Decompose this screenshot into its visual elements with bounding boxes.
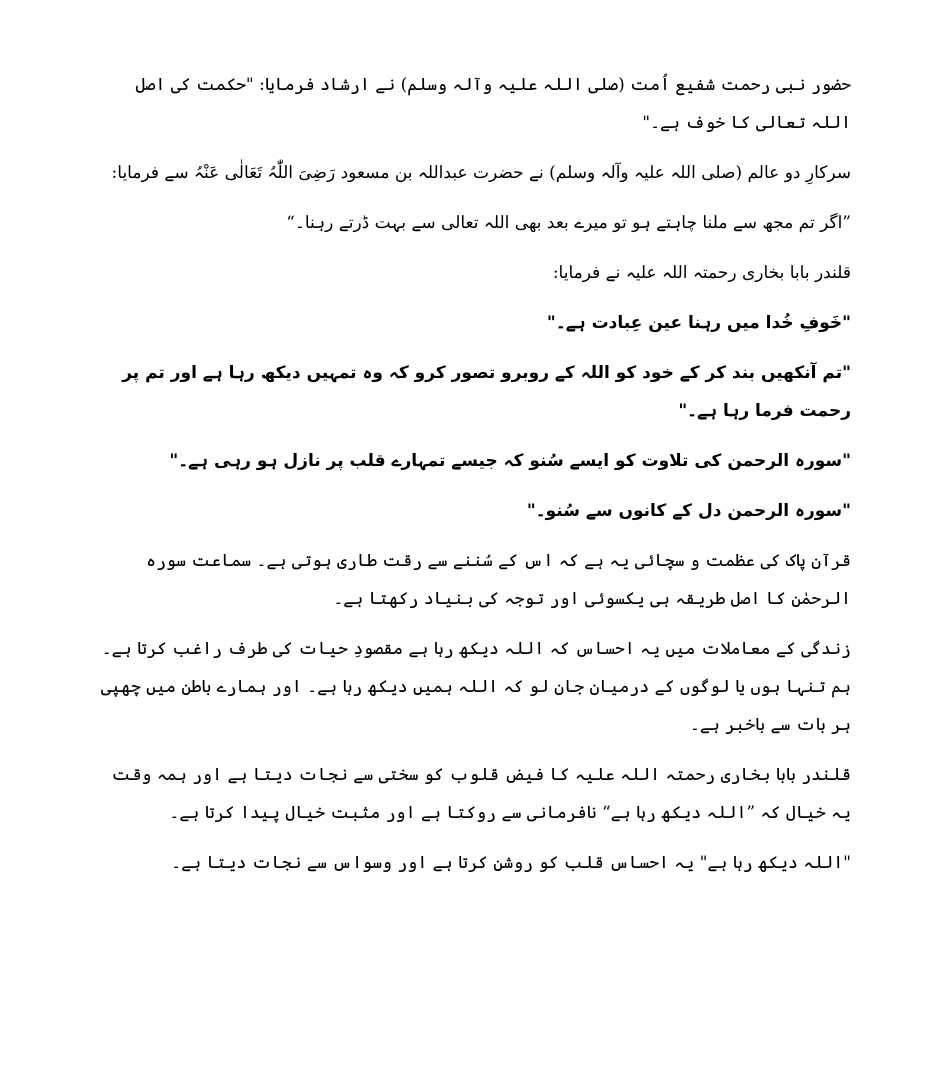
paragraph-hadith-quote: ”اگر تم مجھ سے ملنا چاہتے ہو تو میرے بعد بھی اللہ تعالی سے بہت ڈرتے رہنا۔“ xyxy=(286,213,851,233)
paragraph-ibn-masud-intro: سرکارِ دو عالم (صلی اللہ علیہ وآلہ وسلم) نے حضرت عبداللہ بن مسعود رَضِیَ اللّٰہُ تَعَالٰی عَنْہُ سے فرمایا: xyxy=(111,163,851,183)
paragraph-qalandar-intro: قلندر بابا بخاری رحمتہ اللہ علیہ نے فرمایا: xyxy=(552,263,851,283)
paragraph-hadith-wisdom: حضور نبی رحمت شفیع اُمت (صلی اللہ علیہ وآلہ وسلم) نے ارشاد فرمایا: "حکمت کی اصل اللہ تعالی کا خوف ہے۔" xyxy=(135,75,851,133)
paragraph-quran-greatness: قرآن پاک کی عظمت و سچائی یہ ہے کہ اس کے سُننے سے رقت طاری ہوتی ہے۔ سماعت سورہ الرحمٰن کا اصل طریقہ ہی یکسوئی اور توجہ کی بنیاد رکھتا ہے۔ xyxy=(146,551,851,609)
paragraph-quote-fear: "خَوفِ خُدا میں رہنا عین عِبادت ہے۔" xyxy=(546,313,851,333)
paragraph-life-matters: زندگی کے معاملات میں یہ احساس کہ اللہ دیکھ رہا ہے مقصودِ حیات کی طرف راغب کرتا ہے۔ ہم تنہا ہوں یا لوگوں کے درمیان جان لو کہ اللہ ہمیں دیکھ رہا ہے۔ اور ہمارے باطن میں چھپی ہر بات سے باخبر ہے۔ xyxy=(100,639,851,735)
paragraph-qalandar-blessing: قلندر بابا بخاری رحمتہ اللہ علیہ کا فیض قلوب کو سختی سے نجات دیتا ہے اور ہمہ وقت یہ خیال کہ ”اللہ دیکھ رہا ہے“ نافرمانی سے روکتا ہے اور مثبت خیال پیدا کرتا ہے۔ xyxy=(111,765,851,823)
paragraph-allah-watching: "اللہ دیکھ رہا ہے" یہ احساس قلب کو روشن کرتا ہے اور وسواس سے نجات دیتا ہے۔ xyxy=(171,853,851,873)
paragraph-quote-rahman-recite: "سورہ الرحمن کی تلاوت کو ایسے سُنو کہ جیسے تمہارے قلب پر نازل ہو رہی ہے۔" xyxy=(169,451,851,471)
paragraph-quote-rahman-listen: "سورہ الرحمن دل کے کانوں سے سُنو۔" xyxy=(526,501,851,521)
paragraph-quote-eyes: "تم آنکھیں بند کر کے خود کو اللہ کے روبرو تصور کرو کہ وہ تمہیں دیکھ رہا ہے اور تم پر رحمت فرما رہا ہے۔" xyxy=(122,363,851,421)
